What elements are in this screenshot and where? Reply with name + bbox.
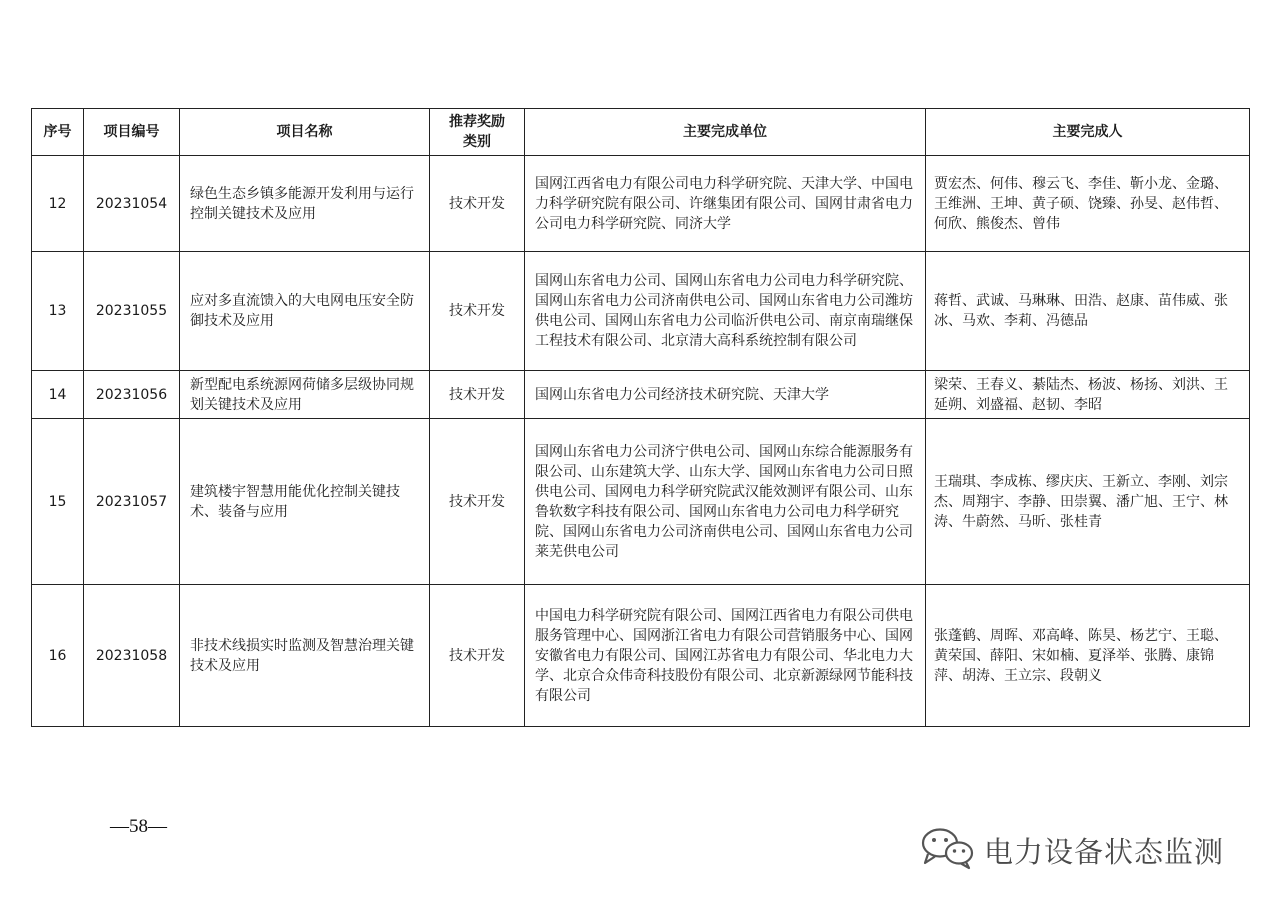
table-body <box>32 156 1250 727</box>
cell-award: 技术开发 <box>430 252 525 371</box>
cell-project-name: 非技术线损实时监测及智慧治理关键技术及应用 <box>180 585 430 727</box>
header-seq: 序号 <box>32 109 84 156</box>
cell-project-name: 绿色生态乡镇多能源开发利用与运行控制关键技术及应用 <box>180 156 430 252</box>
cell-seq: 14 <box>32 371 84 419</box>
cell-units: 国网江西省电力有限公司电力科学研究院、天津大学、中国电力科学研究院有限公司、许继集团有限公司、国网甘肃省电力公司电力科学研究院、同济大学 <box>525 156 926 252</box>
table-row <box>32 156 1250 252</box>
table-header <box>32 109 1250 156</box>
cell-units: 国网山东省电力公司经济技术研究院、天津大学 <box>525 371 926 419</box>
header-row <box>32 109 1250 156</box>
cell-persons: 蒋哲、武诚、马琳琳、田浩、赵康、苗伟威、张冰、马欢、李莉、冯德品 <box>926 252 1250 371</box>
watermark <box>918 826 1224 874</box>
cell-project-name: 应对多直流馈入的大电网电压安全防御技术及应用 <box>180 252 430 371</box>
table-row <box>32 252 1250 371</box>
page-number: —58— <box>110 816 167 837</box>
cell-code: 20231058 <box>84 585 180 727</box>
cell-persons: 梁荣、王春义、綦陆杰、杨波、杨扬、刘洪、王延朔、刘盛福、赵韧、李昭 <box>926 371 1250 419</box>
header-person: 主要完成人 <box>926 109 1250 156</box>
header-award-line1: 推荐奖励 <box>449 114 505 130</box>
cell-code: 20231054 <box>84 156 180 252</box>
header-award-line2: 类别 <box>463 134 491 150</box>
cell-persons: 张蓬鹤、周晖、邓高峰、陈昊、杨艺宁、王聪、黄荣国、薛阳、宋如楠、夏泽举、张腾、康锦萍、胡涛、王立宗、段朝义 <box>926 585 1250 727</box>
cell-award: 技术开发 <box>430 419 525 585</box>
wechat-icon <box>918 826 978 874</box>
cell-seq: 12 <box>32 156 84 252</box>
table-row <box>32 371 1250 419</box>
table-row <box>32 585 1250 727</box>
cell-award: 技术开发 <box>430 371 525 419</box>
cell-units: 国网山东省电力公司、国网山东省电力公司电力科学研究院、国网山东省电力公司济南供电公司、国网山东省电力公司潍坊供电公司、国网山东省电力公司临沂供电公司、南京南瑞继保工程技术有限公司、北京清大高科系统控制有限公司 <box>525 252 926 371</box>
cell-units: 中国电力科学研究院有限公司、国网江西省电力有限公司供电服务管理中心、国网浙江省电力有限公司营销服务中心、国网安徽省电力有限公司、国网江苏省电力有限公司、华北电力大学、北京合众伟奇科技股份有限公司、北京新源绿网节能科技有限公司 <box>525 585 926 727</box>
cell-award: 技术开发 <box>430 585 525 727</box>
cell-seq: 16 <box>32 585 84 727</box>
header-code: 项目编号 <box>84 109 180 156</box>
table-row <box>32 419 1250 585</box>
cell-seq: 15 <box>32 419 84 585</box>
watermark-text: 电力设备状态监测 <box>984 834 1225 869</box>
header-award <box>430 109 525 156</box>
cell-code: 20231055 <box>84 252 180 371</box>
cell-persons: 王瑞琪、李成栋、缪庆庆、王新立、李刚、刘宗杰、周翔宇、李静、田崇翼、潘广旭、王宁、林涛、牛蔚然、马昕、张桂青 <box>926 419 1250 585</box>
cell-project-name: 建筑楼宇智慧用能优化控制关键技术、装备与应用 <box>180 419 430 585</box>
cell-seq: 13 <box>32 252 84 371</box>
cell-persons: 贾宏杰、何伟、穆云飞、李佳、靳小龙、金璐、王维洲、王坤、黄子硕、饶臻、孙旻、赵伟哲、何欣、熊俊杰、曾伟 <box>926 156 1250 252</box>
header-name: 项目名称 <box>180 109 430 156</box>
header-unit: 主要完成单位 <box>525 109 926 156</box>
cell-award: 技术开发 <box>430 156 525 252</box>
awards-table <box>31 108 1250 727</box>
cell-units: 国网山东省电力公司济宁供电公司、国网山东综合能源服务有限公司、山东建筑大学、山东大学、国网山东省电力公司日照供电公司、国网电力科学研究院武汉能效测评有限公司、山东鲁软数字科技有限公司、国网山东省电力公司电力科学研究院、国网山东省电力公司济南供电公司、国网山东省电力公司莱芜供电公司 <box>525 419 926 585</box>
cell-code: 20231056 <box>84 371 180 419</box>
cell-code: 20231057 <box>84 419 180 585</box>
cell-project-name: 新型配电系统源网荷储多层级协同规划关键技术及应用 <box>180 371 430 419</box>
